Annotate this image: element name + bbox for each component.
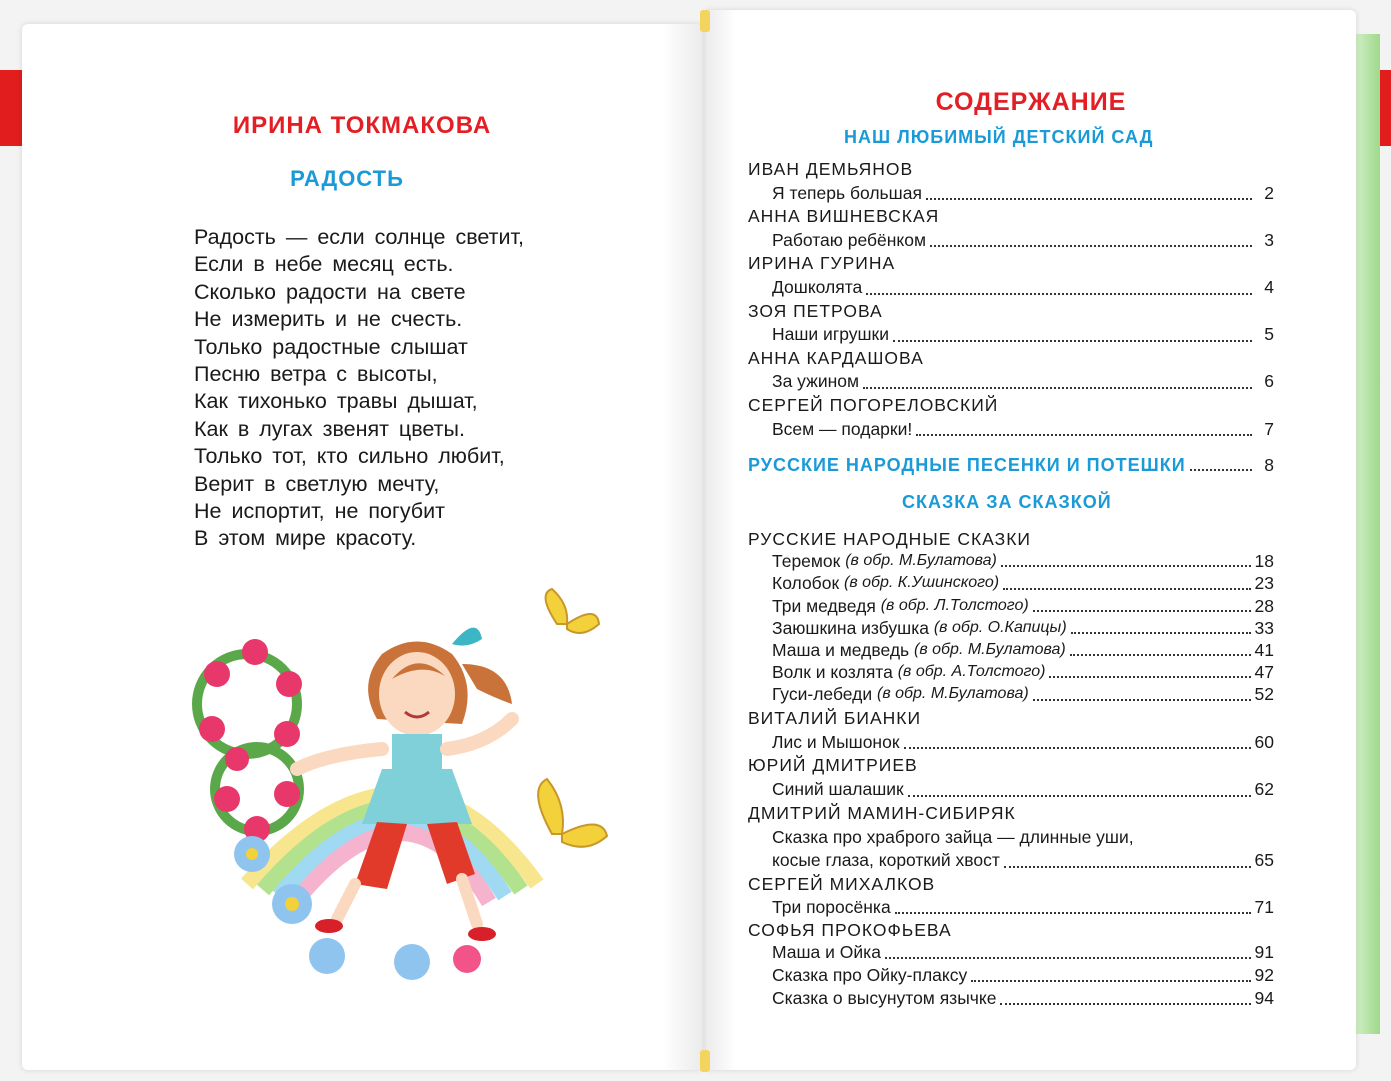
toc-entry-title: Сказка про Ойку-плаксу xyxy=(772,965,968,986)
toc-entry-note: (в обр. К.Ушинского) xyxy=(843,574,1000,592)
toc-group-folk-tales xyxy=(748,528,1274,706)
poem-line: Как тихонько травы дышат, xyxy=(194,389,478,414)
toc-group-authors xyxy=(748,707,1274,802)
right-page xyxy=(706,10,1356,1070)
toc-group-mamin xyxy=(748,802,1274,873)
toc-entry[interactable] xyxy=(748,731,1274,755)
toc-page-number: 7 xyxy=(1264,418,1274,439)
poem-line: Сколько радости на свете xyxy=(194,279,466,304)
poem-line: Как в лугах звенят цветы. xyxy=(194,416,465,441)
toc-entry-title: Дошколята xyxy=(772,276,863,297)
toc-entry[interactable] xyxy=(748,941,1274,964)
toc-entry[interactable] xyxy=(748,182,1274,206)
toc-entry[interactable] xyxy=(748,229,1274,253)
red-bookmark-right xyxy=(1380,70,1391,146)
toc-author: ЗОЯ ПЕТРОВА xyxy=(748,300,883,321)
poem-line: Только тот, кто сильно любит, xyxy=(194,444,505,469)
toc-entry-note: (в обр. А.Толстого) xyxy=(897,663,1046,681)
toc-entry-title: Наши игрушки xyxy=(772,324,889,345)
toc-author: ИВАН ДЕМЬЯНОВ xyxy=(748,159,914,179)
toc-page-number: 4 xyxy=(1264,276,1274,297)
spine-thread-bottom xyxy=(700,1050,710,1072)
toc-entry[interactable] xyxy=(748,572,1274,594)
toc-entry[interactable] xyxy=(748,550,1274,572)
toc-entry-note: (в обр. М.Булатова) xyxy=(877,685,1029,703)
toc-author: ДМИТРИЙ МАМИН-СИБИРЯК xyxy=(748,803,1016,823)
toc-entry[interactable] xyxy=(748,323,1274,347)
toc-entry-brave-hare[interactable] xyxy=(748,826,1274,873)
butterfly-icon-2 xyxy=(538,779,607,847)
toc-author: СЕРГЕЙ МИХАЛКОВ xyxy=(748,874,936,894)
toc-entry-title: Заюшкина избушка xyxy=(772,617,929,638)
toc-page-number: 6 xyxy=(1264,371,1274,392)
toc-entry-title: Всем — подарки! xyxy=(772,418,913,439)
toc-entry-note: (в обр. О.Капицы) xyxy=(933,618,1067,636)
contents-title: СОДЕРЖАНИЕ xyxy=(935,88,1127,116)
toc-entry[interactable] xyxy=(748,617,1274,639)
toc-page-number: 60 xyxy=(1254,731,1274,752)
toc-entry[interactable] xyxy=(748,595,1274,617)
toc-folk-tales-list xyxy=(748,550,1274,705)
toc-entry-title: Колобок xyxy=(772,573,840,594)
toc-group-kindergarten xyxy=(748,158,1274,441)
toc-entry-folk-songs[interactable]: РУССКИЕ НАРОДНЫЕ ПЕСЕНКИ И ПОТЕШКИ 8 xyxy=(748,455,1274,475)
poem-title: РАДОСТЬ xyxy=(290,166,404,191)
toc-entry-title: Маша и медведь xyxy=(772,640,910,661)
toc-author: СЕРГЕЙ ПОГОРЕЛОВСКИЙ xyxy=(748,394,999,415)
toc-page-number: 28 xyxy=(1254,595,1274,616)
toc-author: ЮРИЙ ДМИТРИЕВ xyxy=(748,755,918,776)
left-page xyxy=(22,24,702,1070)
toc-page-number: 33 xyxy=(1254,617,1274,638)
poem-line: Верит в светлую мечту, xyxy=(194,471,440,496)
toc-entry[interactable] xyxy=(748,418,1274,442)
green-page-edge xyxy=(1352,34,1380,1034)
toc-entry-note: (в обр. М.Булатова) xyxy=(845,552,997,570)
toc-entry-note: (в обр. Л.Толстого) xyxy=(880,596,1029,614)
butterfly-icon xyxy=(546,589,599,633)
poem-line: Если в небе месяц есть. xyxy=(194,252,454,277)
toc-entry-title: Сказка о высунутом язычке xyxy=(772,987,997,1008)
poem-line: Не измерить и не счесть. xyxy=(194,307,463,332)
toc-page-number: 47 xyxy=(1254,662,1274,683)
toc-page-number: 23 xyxy=(1254,573,1274,594)
toc-entry[interactable] xyxy=(748,987,1274,1010)
spine-shadow-right xyxy=(706,10,736,1070)
toc-page-number: 2 xyxy=(1264,182,1274,203)
toc-page-number: 92 xyxy=(1254,965,1274,986)
toc-page-number: 18 xyxy=(1254,551,1274,572)
toc-page-number: 94 xyxy=(1254,987,1274,1008)
poem-line: В этом мире красоту. xyxy=(194,526,417,551)
toc-page-number: 62 xyxy=(1254,779,1274,800)
toc-entry[interactable] xyxy=(748,370,1274,394)
girl-illustration xyxy=(177,584,627,984)
toc-entry[interactable] xyxy=(748,964,1274,987)
toc-entry-title: Гуси-лебеди xyxy=(772,684,873,705)
toc-section-folk-songs xyxy=(748,455,1274,476)
poem-line: Радость — если солнце светит, xyxy=(194,225,524,249)
toc-group-last xyxy=(748,873,1274,1010)
toc-author: ИРИНА ГУРИНА xyxy=(748,253,896,274)
toc-entry-title: Три медведя xyxy=(772,595,876,616)
flower-wreath-icon xyxy=(197,639,302,842)
toc-entry[interactable] xyxy=(748,276,1274,300)
toc-page-number: 52 xyxy=(1254,684,1274,705)
toc-entry[interactable] xyxy=(748,683,1274,705)
toc-entry-title: Теремок xyxy=(772,551,841,572)
toc-author: ВИТАЛИЙ БИАНКИ xyxy=(748,708,922,728)
toc-entry[interactable] xyxy=(748,661,1274,683)
toc-author: АННА ВИШНЕВСКАЯ xyxy=(748,206,940,227)
toc-entry-title: Работаю ребёнком xyxy=(772,229,927,250)
toc-entry-title-line2: косые глаза, короткий хвост xyxy=(772,850,1000,871)
toc-entry-title-line1: Сказка про храброго зайца — длинные уши, xyxy=(772,826,1134,847)
toc-entry-title: Лис и Мышонок xyxy=(772,731,900,752)
toc-page-number: 41 xyxy=(1254,640,1274,661)
toc-entry-title: Я теперь большая xyxy=(772,182,922,203)
section-heading-kindergarten: НАШ ЛЮБИМЫЙ ДЕТСКИЙ САД xyxy=(844,127,1154,147)
toc-entry-note: (в обр. М.Булатова) xyxy=(914,641,1066,659)
toc-entry[interactable] xyxy=(748,639,1274,661)
toc-entry-title: Волк и козлята xyxy=(772,662,893,683)
toc-author: СОФЬЯ ПРОКОФЬЕВА xyxy=(748,919,952,940)
spine-thread-top xyxy=(700,10,710,32)
poem-line: Песню ветра с высоты, xyxy=(194,362,438,387)
toc-page-number: 71 xyxy=(1254,896,1274,917)
toc-page-number: 65 xyxy=(1254,850,1274,871)
toc-entry[interactable] xyxy=(748,896,1274,919)
toc-author: РУССКИЕ НАРОДНЫЕ СКАЗКИ xyxy=(748,529,1031,549)
toc-entry-title: Три поросёнка xyxy=(772,896,891,917)
toc-page-number: 3 xyxy=(1264,229,1274,250)
toc-author: АННА КАРДАШОВА xyxy=(748,347,924,368)
poem-line: Только радостные слышат xyxy=(194,334,468,359)
section-heading-fairy-tales: СКАЗКА ЗА СКАЗКОЙ xyxy=(902,492,1112,512)
toc-entry-title: За ужином xyxy=(772,371,860,392)
toc-page-number: 5 xyxy=(1264,324,1274,345)
toc-entry[interactable] xyxy=(748,778,1274,802)
poem-line: Не испортит, не погубит xyxy=(194,499,445,524)
toc-entry-title: Маша и Ойка xyxy=(772,942,881,963)
poem-text xyxy=(194,224,524,553)
toc-entry-title: Синий шалашик xyxy=(772,779,904,800)
toc-page-number: 91 xyxy=(1254,942,1274,963)
poem-author: ИРИНА ТОКМАКОВА xyxy=(232,112,492,139)
